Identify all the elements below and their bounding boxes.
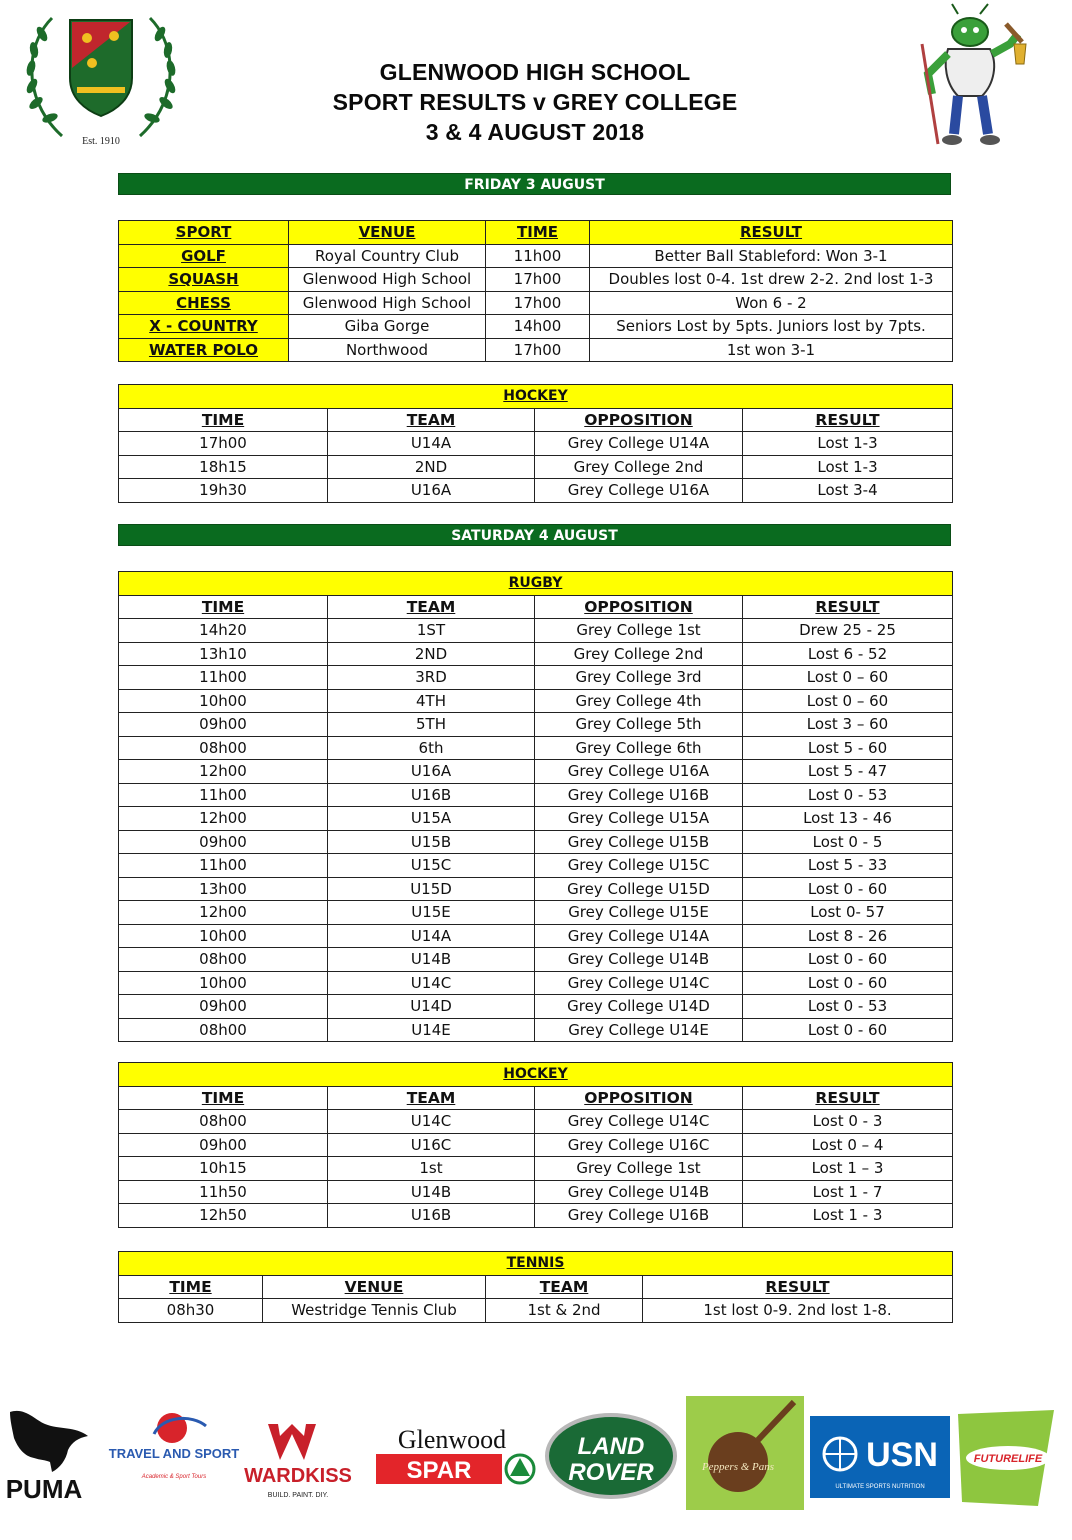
table-row bbox=[119, 995, 953, 1019]
col-header: OPPOSITION bbox=[535, 408, 743, 432]
col-header: RESULT bbox=[643, 1275, 953, 1299]
team-cell: U15C bbox=[328, 854, 535, 878]
saturday-hockey-table bbox=[118, 1062, 953, 1228]
section-title-row bbox=[119, 572, 953, 596]
table-row bbox=[119, 783, 953, 807]
result-cell: Lost 0 – 60 bbox=[743, 666, 953, 690]
title-school: GLENWOOD HIGH SCHOOL bbox=[379, 59, 691, 85]
result-cell: Lost 5 - 47 bbox=[743, 760, 953, 784]
table-row bbox=[119, 971, 953, 995]
venue-cell: Glenwood High School bbox=[289, 268, 486, 292]
spar-top-text: Glenwood bbox=[397, 1425, 507, 1454]
col-header: TIME bbox=[119, 1086, 328, 1110]
time-cell: 11h00 bbox=[119, 854, 328, 878]
opposition-cell: Grey College U14A bbox=[535, 924, 743, 948]
result-cell: Lost 8 - 26 bbox=[743, 924, 953, 948]
opposition-cell: Grey College U16B bbox=[535, 783, 743, 807]
col-header: TEAM bbox=[328, 408, 535, 432]
table-row bbox=[119, 479, 953, 503]
opposition-cell: Grey College U16A bbox=[535, 479, 743, 503]
team-cell: U14C bbox=[328, 971, 535, 995]
result-cell: Won 6 - 2 bbox=[590, 291, 953, 315]
time-cell: 17h00 bbox=[486, 338, 590, 362]
table-row bbox=[119, 666, 953, 690]
col-header: RESULT bbox=[743, 595, 953, 619]
school-crest-logo bbox=[22, 8, 180, 150]
result-cell: Lost 1 - 3 bbox=[743, 1204, 953, 1228]
time-cell: 10h00 bbox=[119, 971, 328, 995]
section-title: TENNIS bbox=[119, 1252, 953, 1276]
team-cell: U15D bbox=[328, 877, 535, 901]
team-cell: 1ST bbox=[328, 619, 535, 643]
result-cell: Lost 0 - 53 bbox=[743, 783, 953, 807]
table-row bbox=[119, 315, 953, 339]
section-title: HOCKEY bbox=[119, 1063, 953, 1087]
team-cell: U14B bbox=[328, 948, 535, 972]
friday-banner: FRIDAY 3 AUGUST bbox=[118, 173, 951, 195]
team-cell: 2ND bbox=[328, 642, 535, 666]
time-cell: 14h00 bbox=[486, 315, 590, 339]
futurelife-text: FUTURELIFE bbox=[973, 1453, 1043, 1465]
sport-name: WATER POLO bbox=[119, 338, 289, 362]
opposition-cell: Grey College U14C bbox=[535, 971, 743, 995]
result-cell: Lost 13 - 46 bbox=[743, 807, 953, 831]
friday-hockey-table bbox=[118, 384, 953, 503]
table-row bbox=[119, 432, 953, 456]
travel-sport-sub: Academic & Sport Tours bbox=[141, 1474, 207, 1480]
team-cell: U14A bbox=[328, 432, 535, 456]
result-cell: Lost 1 - 7 bbox=[743, 1180, 953, 1204]
time-cell: 13h00 bbox=[119, 877, 328, 901]
result-cell: Lost 0 - 60 bbox=[743, 948, 953, 972]
table-row bbox=[119, 948, 953, 972]
result-cell: Lost 0 - 60 bbox=[743, 971, 953, 995]
usn-logo bbox=[810, 1416, 950, 1498]
result-cell: Lost 1 – 3 bbox=[743, 1157, 953, 1181]
usn-sub: ULTIMATE SPORTS NUTRITION bbox=[835, 1484, 925, 1490]
team-cell: U15A bbox=[328, 807, 535, 831]
friday-sports-table bbox=[118, 220, 953, 362]
venue-cell: Royal Country Club bbox=[289, 244, 486, 268]
result-cell: Lost 5 - 33 bbox=[743, 854, 953, 878]
futurelife-logo bbox=[958, 1410, 1058, 1506]
table-header-row bbox=[119, 1086, 953, 1110]
team-cell: 1st & 2nd bbox=[486, 1299, 643, 1323]
table-row bbox=[119, 807, 953, 831]
time-cell: 09h00 bbox=[119, 713, 328, 737]
section-title-row bbox=[119, 1063, 953, 1087]
time-cell: 11h00 bbox=[119, 666, 328, 690]
section-title-row bbox=[119, 385, 953, 409]
time-cell: 09h00 bbox=[119, 995, 328, 1019]
table-row bbox=[119, 1133, 953, 1157]
result-cell: Lost 1-3 bbox=[743, 432, 953, 456]
section-title: HOCKEY bbox=[119, 385, 953, 409]
result-cell: Seniors Lost by 5pts. Juniors lost by 7pts. bbox=[590, 315, 953, 339]
table-header-row bbox=[119, 595, 953, 619]
team-cell: 1st bbox=[328, 1157, 535, 1181]
time-cell: 08h00 bbox=[119, 1110, 328, 1134]
opposition-cell: Grey College U15B bbox=[535, 830, 743, 854]
result-cell: Lost 3-4 bbox=[743, 479, 953, 503]
table-row bbox=[119, 1299, 953, 1323]
result-cell: Better Ball Stableford: Won 3-1 bbox=[590, 244, 953, 268]
time-cell: 12h50 bbox=[119, 1204, 328, 1228]
team-cell: U15E bbox=[328, 901, 535, 925]
table-row bbox=[119, 1018, 953, 1042]
puma-logo bbox=[0, 1402, 100, 1502]
time-cell: 17h00 bbox=[486, 291, 590, 315]
opposition-cell: Grey College U14A bbox=[535, 432, 743, 456]
table-row bbox=[119, 924, 953, 948]
result-cell: Lost 0 - 60 bbox=[743, 1018, 953, 1042]
result-cell: Doubles lost 0-4. 1st drew 2-2. 2nd lost 1-3 bbox=[590, 268, 953, 292]
time-cell: 08h00 bbox=[119, 1018, 328, 1042]
table-row bbox=[119, 1180, 953, 1204]
saturday-banner: SATURDAY 4 AUGUST bbox=[118, 524, 951, 546]
team-cell: 3RD bbox=[328, 666, 535, 690]
team-cell: 6th bbox=[328, 736, 535, 760]
col-header: RESULT bbox=[743, 1086, 953, 1110]
table-row bbox=[119, 619, 953, 643]
team-cell: U16B bbox=[328, 783, 535, 807]
team-cell: U14E bbox=[328, 1018, 535, 1042]
table-row bbox=[119, 901, 953, 925]
section-title-row bbox=[119, 1252, 953, 1276]
land-rover-logo bbox=[544, 1412, 679, 1500]
time-cell: 11h00 bbox=[486, 244, 590, 268]
land-rover-text1: LAND bbox=[577, 1433, 645, 1460]
opposition-cell: Grey College U14B bbox=[535, 948, 743, 972]
col-header: VENUE bbox=[289, 221, 486, 245]
time-cell: 13h10 bbox=[119, 642, 328, 666]
opposition-cell: Grey College 3rd bbox=[535, 666, 743, 690]
team-cell: U14B bbox=[328, 1180, 535, 1204]
travel-sport-logo bbox=[108, 1406, 240, 1496]
team-cell: U14C bbox=[328, 1110, 535, 1134]
section-title: RUGBY bbox=[119, 572, 953, 596]
team-cell: 5TH bbox=[328, 713, 535, 737]
col-header: OPPOSITION bbox=[535, 1086, 743, 1110]
table-header-row bbox=[119, 408, 953, 432]
opposition-cell: Grey College U15A bbox=[535, 807, 743, 831]
opposition-cell: Grey College U16A bbox=[535, 760, 743, 784]
rugby-table bbox=[118, 571, 953, 1042]
time-cell: 17h00 bbox=[119, 432, 328, 456]
mascot-icon bbox=[918, 4, 1030, 150]
result-cell: Lost 0 - 5 bbox=[743, 830, 953, 854]
team-cell: U16C bbox=[328, 1133, 535, 1157]
glenwood-spar-logo bbox=[374, 1420, 540, 1490]
venue-cell: Northwood bbox=[289, 338, 486, 362]
venue-cell: Glenwood High School bbox=[289, 291, 486, 315]
team-cell: U16A bbox=[328, 479, 535, 503]
opposition-cell: Grey College 1st bbox=[535, 619, 743, 643]
opposition-cell: Grey College 4th bbox=[535, 689, 743, 713]
opposition-cell: Grey College 5th bbox=[535, 713, 743, 737]
table-row bbox=[119, 1204, 953, 1228]
team-cell: U14D bbox=[328, 995, 535, 1019]
travel-sport-text: TRAVEL AND SPORT bbox=[108, 1446, 240, 1461]
sport-name: GOLF bbox=[119, 244, 289, 268]
opposition-cell: Grey College U14B bbox=[535, 1180, 743, 1204]
result-cell: 1st won 3-1 bbox=[590, 338, 953, 362]
opposition-cell: Grey College 2nd bbox=[535, 455, 743, 479]
result-cell: Lost 0 - 60 bbox=[743, 877, 953, 901]
table-row bbox=[119, 877, 953, 901]
col-header: VENUE bbox=[263, 1275, 486, 1299]
team-cell: U16B bbox=[328, 1204, 535, 1228]
sport-name: SQUASH bbox=[119, 268, 289, 292]
result-cell: Lost 1-3 bbox=[743, 455, 953, 479]
col-header: RESULT bbox=[743, 408, 953, 432]
sport-name: X - COUNTRY bbox=[119, 315, 289, 339]
table-row bbox=[119, 244, 953, 268]
rugby-rows bbox=[119, 619, 953, 1042]
time-cell: 09h00 bbox=[119, 830, 328, 854]
result-cell: Lost 0 - 53 bbox=[743, 995, 953, 1019]
col-header: SPORT bbox=[119, 221, 289, 245]
col-header: TIME bbox=[119, 595, 328, 619]
opposition-cell: Grey College U14C bbox=[535, 1110, 743, 1134]
table-row bbox=[119, 713, 953, 737]
hockey-rows bbox=[119, 1110, 953, 1228]
result-cell: Lost 0- 57 bbox=[743, 901, 953, 925]
table-row bbox=[119, 760, 953, 784]
table-header-row bbox=[119, 221, 953, 245]
result-cell: Lost 3 – 60 bbox=[743, 713, 953, 737]
crest-est-text: Est. 1910 bbox=[82, 136, 120, 147]
team-cell: 4TH bbox=[328, 689, 535, 713]
table-row bbox=[119, 455, 953, 479]
team-cell: U15B bbox=[328, 830, 535, 854]
wardkiss-text: WARDKISS bbox=[244, 1465, 352, 1487]
time-cell: 08h00 bbox=[119, 736, 328, 760]
time-cell: 12h00 bbox=[119, 760, 328, 784]
result-cell: Lost 5 - 60 bbox=[743, 736, 953, 760]
opposition-cell: Grey College 6th bbox=[535, 736, 743, 760]
table-row bbox=[119, 291, 953, 315]
opposition-cell: Grey College U14D bbox=[535, 995, 743, 1019]
time-cell: 19h30 bbox=[119, 479, 328, 503]
peppers-pans-logo bbox=[686, 1396, 804, 1510]
team-cell: 2ND bbox=[328, 455, 535, 479]
team-cell: U16A bbox=[328, 760, 535, 784]
table-row bbox=[119, 1157, 953, 1181]
time-cell: 10h00 bbox=[119, 924, 328, 948]
team-cell: U14A bbox=[328, 924, 535, 948]
result-cell: Lost 0 – 4 bbox=[743, 1133, 953, 1157]
opposition-cell: Grey College U16C bbox=[535, 1133, 743, 1157]
opposition-cell: Grey College 1st bbox=[535, 1157, 743, 1181]
time-cell: 17h00 bbox=[486, 268, 590, 292]
opposition-cell: Grey College U15E bbox=[535, 901, 743, 925]
time-cell: 14h20 bbox=[119, 619, 328, 643]
col-header: TIME bbox=[486, 221, 590, 245]
table-row bbox=[119, 268, 953, 292]
title-date: 3 & 4 AUGUST 2018 bbox=[425, 119, 645, 145]
result-cell: 1st lost 0-9. 2nd lost 1-8. bbox=[643, 1299, 953, 1323]
time-cell: 18h15 bbox=[119, 455, 328, 479]
usn-text: USN bbox=[866, 1436, 938, 1474]
venue-cell: Westridge Tennis Club bbox=[263, 1299, 486, 1323]
col-header: TIME bbox=[119, 408, 328, 432]
col-header: TEAM bbox=[328, 595, 535, 619]
col-header: TIME bbox=[119, 1275, 263, 1299]
time-cell: 10h00 bbox=[119, 689, 328, 713]
col-header: TEAM bbox=[486, 1275, 643, 1299]
time-cell: 08h00 bbox=[119, 948, 328, 972]
time-cell: 11h00 bbox=[119, 783, 328, 807]
opposition-cell: Grey College 2nd bbox=[535, 642, 743, 666]
time-cell: 09h00 bbox=[119, 1133, 328, 1157]
wardkiss-sub: BUILD. PAINT. DIY. bbox=[267, 1492, 329, 1499]
wardkiss-logo bbox=[228, 1420, 368, 1500]
time-cell: 12h00 bbox=[119, 807, 328, 831]
opposition-cell: Grey College U14E bbox=[535, 1018, 743, 1042]
opposition-cell: Grey College U16B bbox=[535, 1204, 743, 1228]
land-rover-text2: ROVER bbox=[568, 1459, 654, 1486]
venue-cell: Giba Gorge bbox=[289, 315, 486, 339]
col-header: OPPOSITION bbox=[535, 595, 743, 619]
time-cell: 11h50 bbox=[119, 1180, 328, 1204]
time-cell: 08h30 bbox=[119, 1299, 263, 1323]
puma-text: PUMA bbox=[5, 1474, 83, 1504]
table-row bbox=[119, 736, 953, 760]
col-header: TEAM bbox=[328, 1086, 535, 1110]
time-cell: 10h15 bbox=[119, 1157, 328, 1181]
result-cell: Lost 0 – 60 bbox=[743, 689, 953, 713]
title-results: SPORT RESULTS v GREY COLLEGE bbox=[332, 89, 738, 115]
spar-bottom-text: SPAR bbox=[406, 1457, 472, 1484]
table-row bbox=[119, 830, 953, 854]
result-cell: Drew 25 - 25 bbox=[743, 619, 953, 643]
time-cell: 12h00 bbox=[119, 901, 328, 925]
result-cell: Lost 0 - 3 bbox=[743, 1110, 953, 1134]
sport-name: CHESS bbox=[119, 291, 289, 315]
opposition-cell: Grey College U15C bbox=[535, 854, 743, 878]
page-title-block bbox=[200, 57, 870, 147]
opposition-cell: Grey College U15D bbox=[535, 877, 743, 901]
table-row bbox=[119, 338, 953, 362]
result-cell: Lost 6 - 52 bbox=[743, 642, 953, 666]
table-row bbox=[119, 642, 953, 666]
tennis-table bbox=[118, 1251, 953, 1323]
table-row bbox=[119, 1110, 953, 1134]
col-header: RESULT bbox=[590, 221, 953, 245]
table-row bbox=[119, 854, 953, 878]
table-header-row bbox=[119, 1275, 953, 1299]
table-row bbox=[119, 689, 953, 713]
peppers-pans-text: Peppers & Pans bbox=[701, 1461, 775, 1473]
